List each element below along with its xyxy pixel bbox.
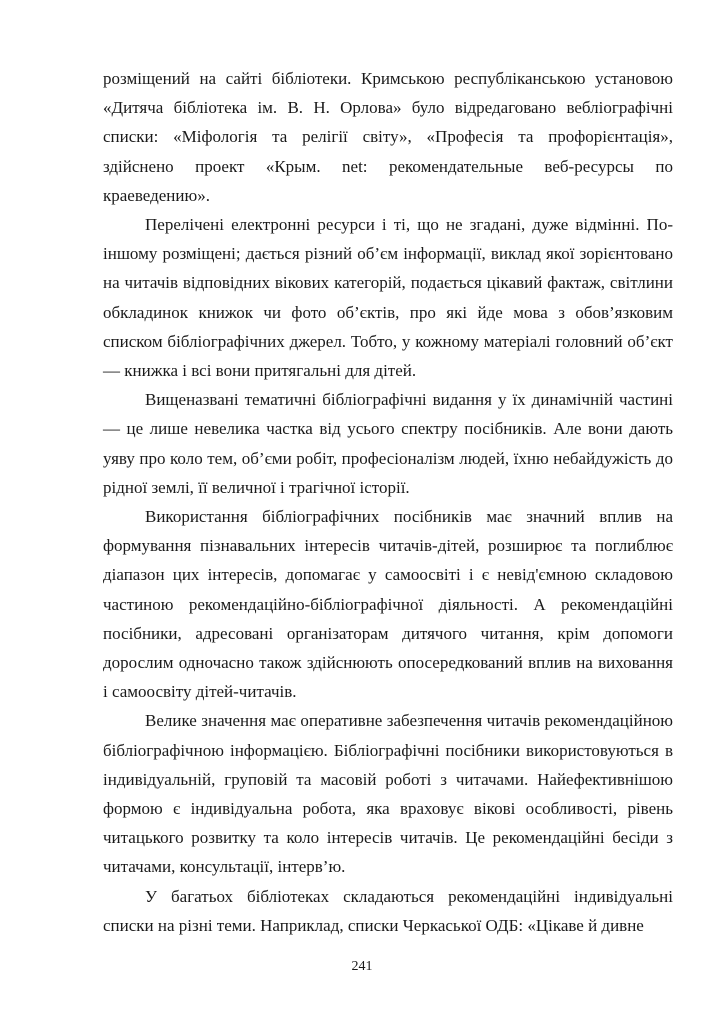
paragraph-3: Вищеназвані тематичні бібліографічні видання у їх динамічній частині — це лише невелика частка від усього спектру посібників. Але вони дають уяву про коло тем, об’єми робіт, професіоналізм людей, їхню небайдужість до рідної землі, її величної і трагічної історії. [103, 390, 673, 497]
page-number: 241 [351, 959, 373, 974]
paragraph-1: розміщений на сайті бібліотеки. Кримською республіканською установою «Дитяча бібліотека ім. В. Н. Орлова» було відредаговано вебліографічні списки: «Міфологія та релігії світу», «Професія та профорієнтація», здійснено проект «Крым. net: рекомендательные веб-ресурсы по краеведению». [103, 69, 673, 205]
paragraph-5: Велике значення має оперативне забезпечення читачів рекомендаційною бібліографічною інформацією. Бібліографічні посібники використовуються в індивідуальній, груповій та масовій роботі з читачами. Найефективнішою формою є індивідуальна робота, яка враховує вікові особливості, рівень читацького розвитку та коло інтересів читачів. Це рекомендаційні бесіди з читачами, консультації, інтерв’ю. [103, 711, 673, 877]
paragraph-2: Перелічені електронні ресурси і ті, що не згадані, дуже відмінні. По-іншому розміщені; дається різний об’єм інформації, виклад якої зорієнтовано на читачів відповідних вікових категорій, подається цікавий фактаж, світлини обкладинок книжок чи фото об’єктів, про які йде мова з обов’язковим списком бібліографічних джерел. Тобто, у кожному матеріалі головний об’єкт — книжка і всі вони притягальні для дітей. [103, 215, 673, 381]
paragraph-6: У багатьох бібліотеках складаються рекомендаційні індивідуальні списки на різні теми. Наприклад, списки Черкаської ОДБ: «Цікаве й дивне [103, 886, 673, 935]
paragraph-4: Використання бібліографічних посібників має значний вплив на формування пізнавальних інтересів читачів-дітей, розширює та поглиблює діапазон цих інтересів, допомагає у самоосвіті і є невід'ємною складовою частиною рекомендаційно-бібліографічної діяльності. А рекомендаційні посібники, адресовані організаторам дитячого читання, крім допомоги дорослим одночасно також здійснюють опосередкований вплив на виховання і самоосвіту дітей-читачів. [103, 507, 673, 702]
page-body [103, 64, 673, 940]
